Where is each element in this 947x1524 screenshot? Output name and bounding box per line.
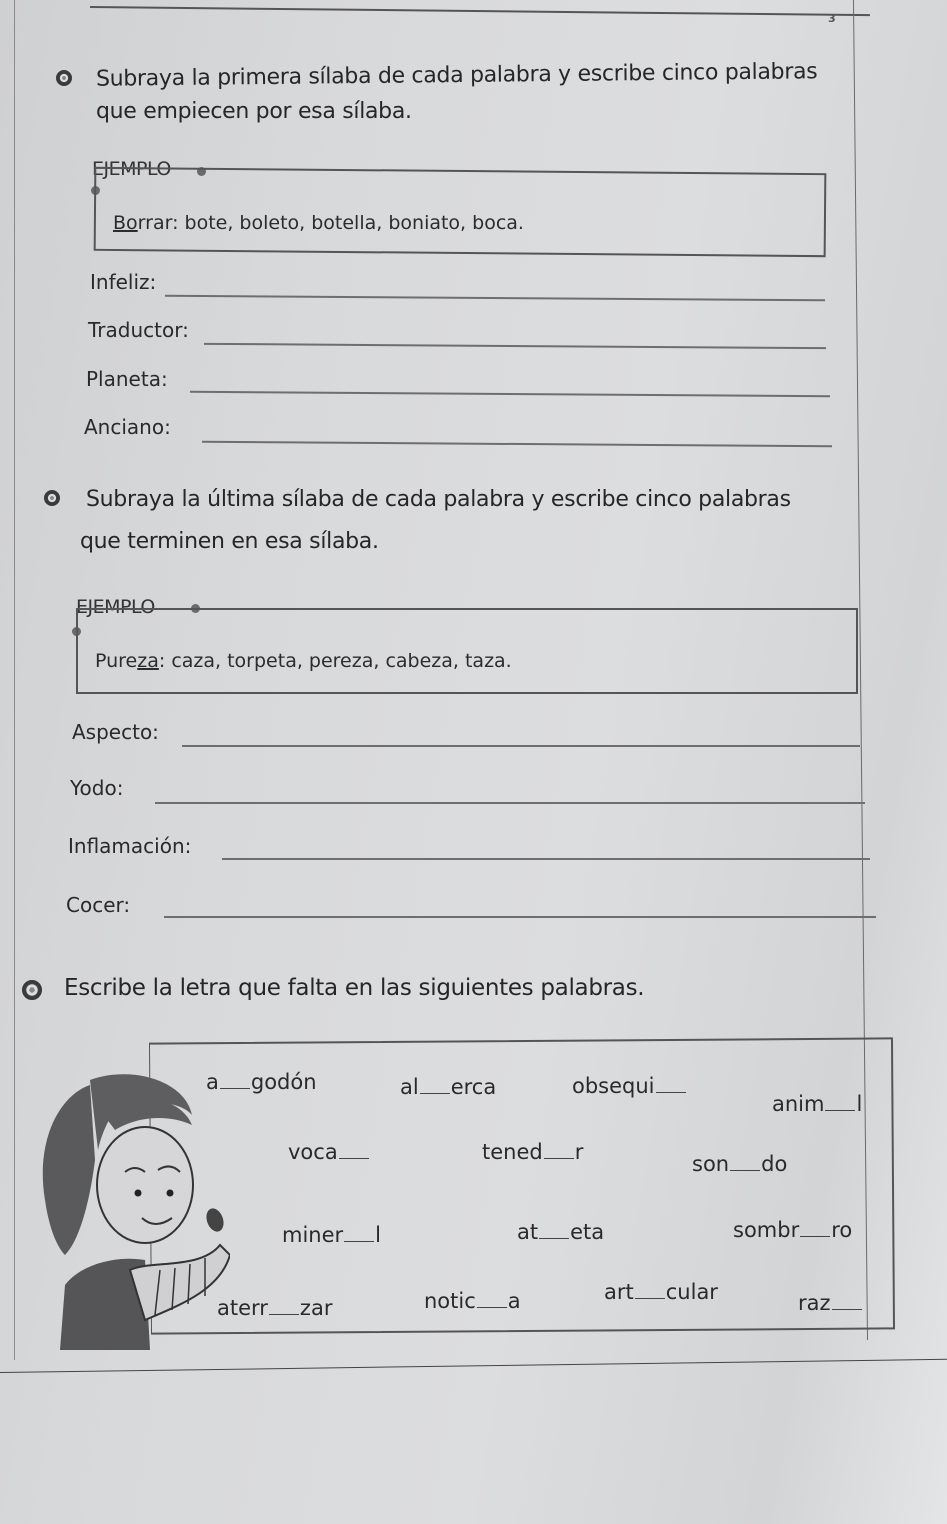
word-part: voca [288, 1140, 338, 1164]
exercise3-instruction: Escribe la letra que falta en las siguientes palabras. [64, 975, 645, 1001]
letter-blank[interactable] [544, 1157, 574, 1159]
example-text [113, 212, 524, 234]
example-colon: : [158, 650, 166, 672]
example-answers: bote, boleto, botella, boniato, boca. [178, 212, 524, 234]
word-part: zar [299, 1296, 333, 1320]
row-label-infeliz: Infeliz: [90, 270, 157, 294]
underlined-syllable: Bo [113, 212, 138, 234]
word-part: aterr [217, 1296, 268, 1320]
example-text [95, 650, 512, 672]
top-rule [90, 6, 870, 16]
missing-letter-word [604, 1280, 718, 1304]
word-part: ro [831, 1218, 853, 1242]
letter-blank[interactable] [832, 1308, 862, 1310]
letter-blank[interactable] [477, 1306, 507, 1308]
missing-letter-word [400, 1075, 496, 1099]
row-label-traductor: Traductor: [88, 318, 189, 342]
word-part: l [856, 1092, 863, 1116]
missing-letter-word [288, 1140, 370, 1164]
missing-letter-word [206, 1070, 317, 1094]
word-part: obsequi [572, 1074, 655, 1098]
word-part: miner [282, 1223, 344, 1247]
page-left-edge [14, 0, 15, 1360]
answer-line-traductor[interactable] [204, 343, 826, 349]
missing-letter-word [282, 1223, 381, 1247]
row-label-cocer: Cocer: [66, 893, 131, 917]
answer-line-cocer[interactable] [164, 916, 876, 918]
word-part: eta [570, 1220, 605, 1244]
word-part: erca [450, 1075, 497, 1099]
answer-line-yodo[interactable] [155, 802, 865, 804]
word-part: l [375, 1223, 381, 1247]
word-part: anim [772, 1092, 825, 1116]
word-part: art [604, 1280, 634, 1304]
word-part: a [206, 1070, 219, 1094]
exercise1-instruction-line1: Subraya la primera sílaba de cada palabra y escribe cinco palabras [95, 59, 818, 92]
exercise2-instruction-line2: que terminen en esa sílaba. [80, 529, 379, 554]
word-part: raz [798, 1291, 831, 1315]
row-label-anciano: Anciano: [84, 415, 171, 439]
missing-letter-word [772, 1092, 862, 1116]
underlined-syllable: za [137, 650, 159, 672]
letter-blank[interactable] [344, 1240, 374, 1242]
word-part: cular [665, 1280, 718, 1304]
letter-blank[interactable] [269, 1313, 299, 1315]
target-bullet-icon [44, 490, 60, 506]
answer-line-anciano[interactable] [202, 441, 832, 447]
target-bullet-icon [22, 980, 42, 1000]
example-word: rrar: [137, 212, 179, 234]
word-part: at [517, 1220, 539, 1244]
row-label-aspecto: Aspecto: [72, 720, 159, 744]
missing-letter-word [572, 1074, 687, 1098]
answer-line-infeliz[interactable] [165, 295, 825, 302]
letter-blank[interactable] [656, 1091, 686, 1093]
missing-letter-word [798, 1291, 863, 1315]
example-word: Pure [95, 650, 138, 672]
letter-blank[interactable] [339, 1157, 369, 1159]
word-part: notic [424, 1289, 476, 1313]
example-label: EJEMPLO [76, 596, 155, 618]
row-label-yodo: Yodo: [70, 776, 124, 800]
missing-letter-word [217, 1296, 332, 1320]
letter-blank[interactable] [220, 1087, 250, 1089]
bottom-rule [0, 1359, 947, 1373]
word-part: tened [482, 1140, 543, 1164]
missing-letter-word [424, 1289, 521, 1313]
missing-letter-word [482, 1140, 583, 1164]
letter-blank[interactable] [730, 1169, 760, 1171]
missing-letter-word [517, 1220, 604, 1244]
missing-letter-word [692, 1152, 787, 1176]
row-label-inflamacion: Inflamación: [68, 834, 192, 858]
letter-blank[interactable] [420, 1092, 450, 1094]
row-label-planeta: Planeta: [86, 367, 168, 391]
answer-line-aspecto[interactable] [182, 745, 860, 747]
word-part: a [507, 1289, 521, 1313]
letter-blank[interactable] [635, 1297, 665, 1299]
letter-blank[interactable] [539, 1237, 569, 1239]
word-part: sombr [733, 1218, 800, 1242]
letter-blank[interactable] [800, 1235, 830, 1237]
word-part: son [692, 1152, 730, 1176]
girl-writing-illustration [20, 1070, 230, 1350]
word-part: al [400, 1075, 419, 1099]
exercise2-instruction-line1: Subraya la última sílaba de cada palabra y escribe cinco palabras [86, 487, 791, 512]
missing-letter-word [733, 1218, 852, 1242]
letter-blank[interactable] [825, 1109, 855, 1111]
exercise1-instruction-line2: que empiecen por esa sílaba. [96, 99, 412, 124]
target-bullet-icon [56, 70, 72, 86]
page-number: 3 [828, 12, 836, 25]
word-part: r [574, 1140, 584, 1164]
example-label: EJEMPLO [92, 158, 171, 180]
answer-line-planeta[interactable] [190, 391, 830, 397]
word-part: godón [250, 1070, 317, 1094]
word-part: do [761, 1152, 788, 1176]
answer-line-inflamacion[interactable] [222, 858, 870, 860]
example-answers: caza, torpeta, pereza, cabeza, taza. [165, 650, 512, 672]
